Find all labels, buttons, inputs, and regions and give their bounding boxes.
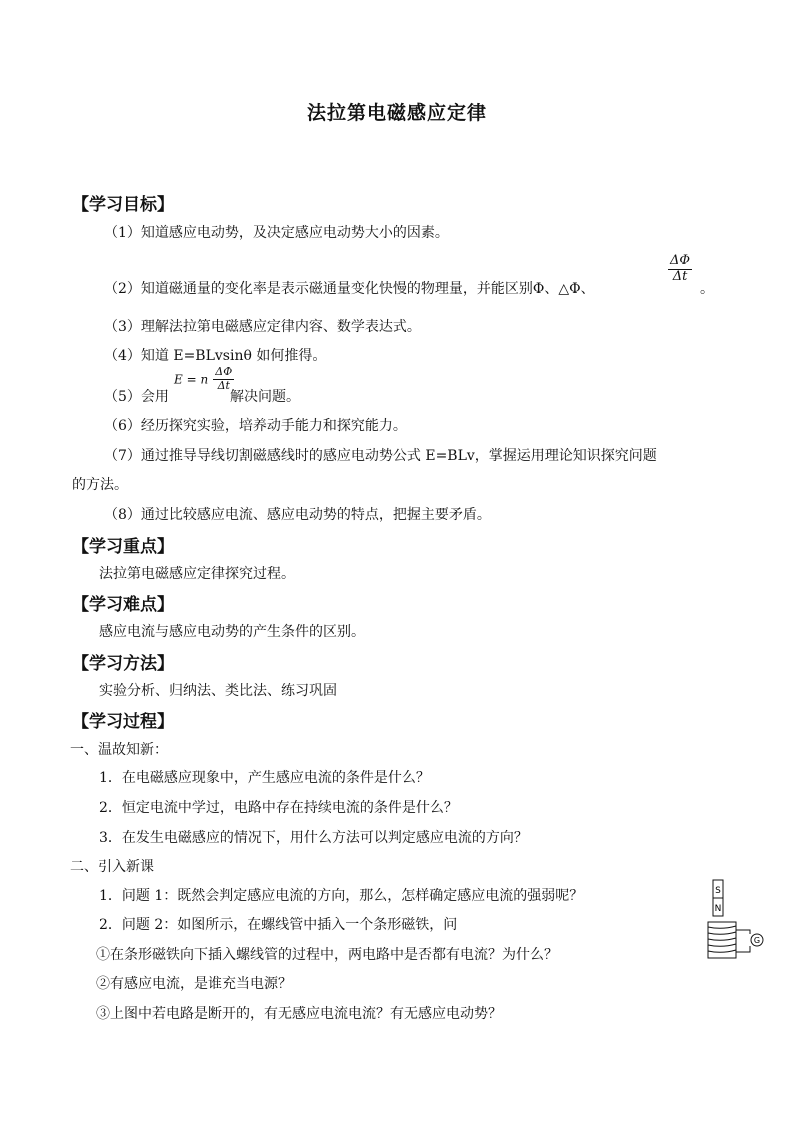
- section-difficulties-heading: 【学习难点】: [72, 595, 174, 615]
- problem-1: 1．问题 1：既然会判定感应电流的方向，那么，怎样确定感应电流的强弱呢？: [99, 888, 584, 904]
- sub-question-1: ①在条形磁铁向下插入螺线管的过程中，两电路中是否都有电流？为什么？: [96, 947, 558, 963]
- problem-2: 2．问题 2：如图所示，在螺线管中插入一个条形磁铁，问: [99, 917, 458, 933]
- solenoid-coil: [708, 926, 736, 952]
- formula-numerator: ΔΦ: [215, 365, 233, 378]
- objective-5-post: 解决问题。: [230, 389, 300, 405]
- sub-question-3: ③上图中若电路是断开的，有无感应电流电流？有无感应电动势？: [96, 1006, 502, 1022]
- key-point-text: 法拉第电磁感应定律探究过程。: [99, 566, 295, 582]
- formula-denominator: Δt: [217, 378, 230, 392]
- objective-2-end: 。: [700, 281, 714, 297]
- galvanometer-label: G: [753, 936, 761, 945]
- sub-question-2: ②有感应电流，是谁充当电源？: [96, 976, 292, 992]
- section-process-heading: 【学习过程】: [72, 712, 174, 732]
- part-1-heading: 一、温故知新：: [70, 742, 168, 758]
- objective-4: （4）知道 E=BLvsinθ 如何推得。: [104, 348, 327, 364]
- magnet-s-label: S: [715, 886, 721, 896]
- circuit-wire: [736, 930, 750, 952]
- objective-2: （2）知道磁通量的变化率是表示磁通量变化快慢的物理量，并能区别Φ、△Φ、: [104, 281, 595, 297]
- magnet-n-label: N: [714, 904, 722, 914]
- section-objectives-heading: 【学习目标】: [72, 195, 174, 215]
- fraction-denominator: Δt: [672, 268, 688, 284]
- formula-e-eq: E = n: [174, 372, 209, 387]
- section-key-points-heading: 【学习重点】: [72, 537, 174, 557]
- objective-6: （6）经历探究实验，培养动手能力和探究能力。: [104, 418, 407, 434]
- fraction-numerator: ΔΦ: [670, 253, 691, 268]
- objective-1: （1）知道感应电动势，及决定感应电动势大小的因素。: [104, 225, 449, 241]
- objective-8: （8）通过比较感应电流、感应电动势的特点，把握主要矛盾。: [104, 507, 491, 523]
- section-methods-heading: 【学习方法】: [72, 654, 174, 674]
- objective-5-pre: （5）会用: [104, 389, 169, 405]
- part-2-heading: 二、引入新课: [70, 859, 154, 875]
- difficulty-text: 感应电流与感应电动势的产生条件的区别。: [99, 624, 365, 640]
- method-text: 实验分析、归纳法、类比法、练习巩固: [99, 683, 337, 699]
- question-1: 1．在电磁感应现象中，产生感应电流的条件是什么？: [99, 770, 430, 786]
- page-title: 法拉第电磁感应定律: [306, 102, 487, 124]
- fraction-dphi-dt: [668, 254, 692, 285]
- solenoid-magnet-figure: [700, 878, 772, 962]
- formula-e-n: [174, 366, 234, 392]
- question-3: 3．在发生电磁感应的情况下，用什么方法可以判定感应电流的方向？: [99, 830, 528, 846]
- objective-7a: （7）通过推导导线切割磁感线时的感应电动势公式 E=BLv，掌握运用理论知识探究问题: [104, 448, 657, 464]
- objective-3: （3）理解法拉第电磁感应定律内容、数学表达式。: [104, 319, 421, 335]
- question-2: 2．恒定电流中学过，电路中存在持续电流的条件是什么？: [99, 800, 458, 816]
- objective-7b: 的方法。: [72, 477, 128, 493]
